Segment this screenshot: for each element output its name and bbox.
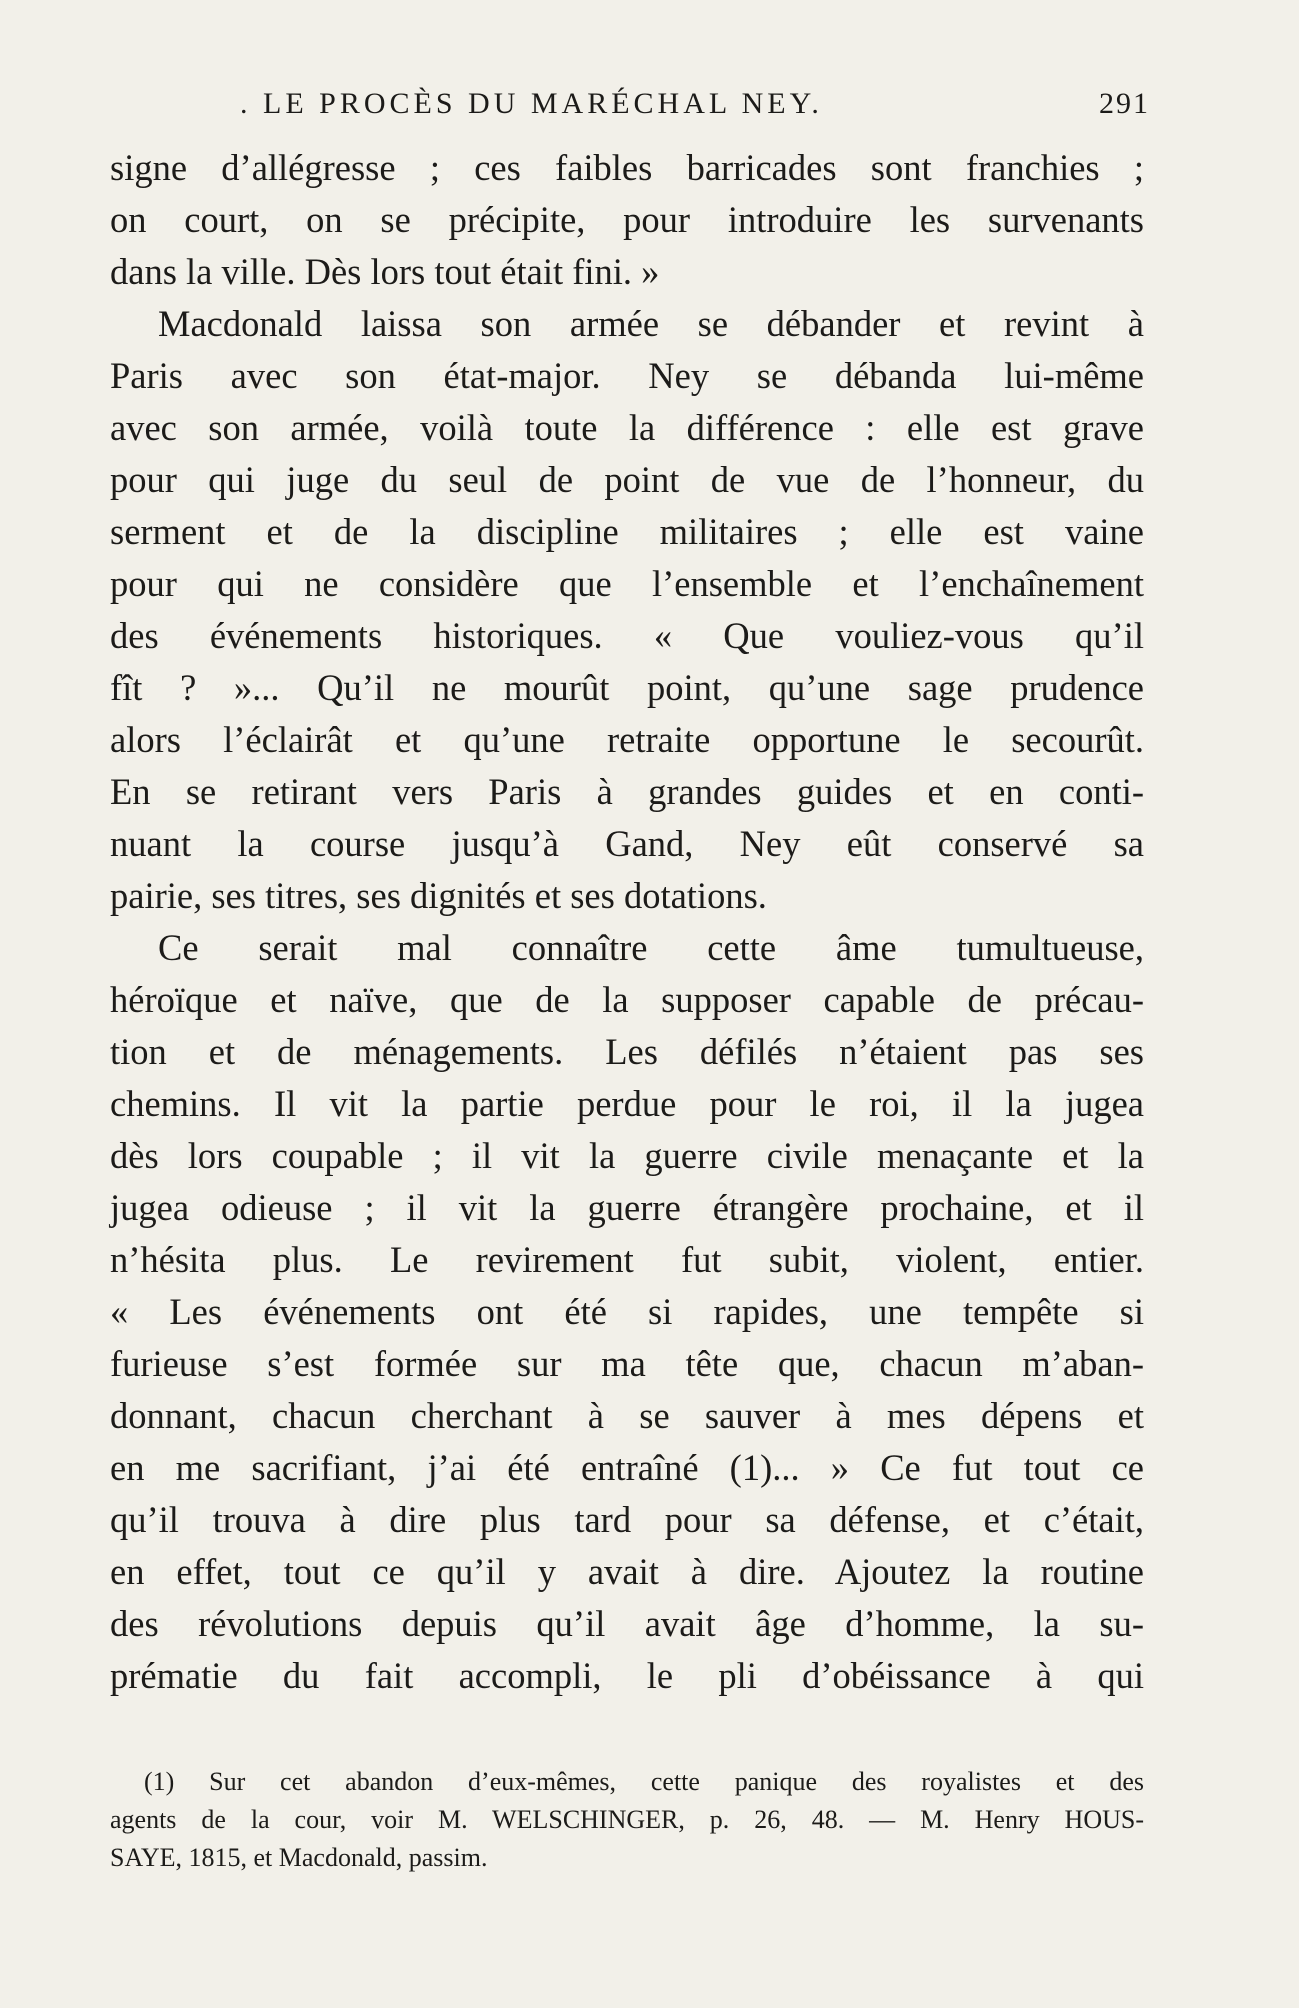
text-line: qu’il trouva à dire plus tard pour sa défense, et c’était, — [110, 1499, 1144, 1540]
text-line: héroïque et naïve, que de la supposer capable de précau- — [110, 979, 1144, 1020]
text-line: en effet, tout ce qu’il y avait à dire. Ajoutez la routine — [110, 1551, 1144, 1592]
text-line: des événements historiques. « Que vouliez-vous qu’il — [110, 615, 1144, 656]
text-line: nuant la course jusqu’à Gand, Ney eût conservé sa — [110, 823, 1144, 864]
footnote-line: agents de la cour, voir M. WELSCHINGER, p. 26, 48. — M. Henry HOUS- — [110, 1805, 1144, 1834]
text-line: des révolutions depuis qu’il avait âge d’homme, la su- — [110, 1603, 1144, 1644]
running-header — [110, 84, 1150, 124]
footnote — [110, 1763, 1144, 1877]
text-line: chemins. Il vit la partie perdue pour le roi, il la jugea — [110, 1083, 1144, 1124]
text-line: fît ? »... Qu’il ne mourût point, qu’une sage prudence — [110, 667, 1144, 708]
text-line: dans la ville. Dès lors tout était fini. » — [110, 251, 660, 292]
text-line: serment et de la discipline militaires ; elle est vaine — [110, 511, 1144, 552]
text-line: En se retirant vers Paris à grandes guides et en conti- — [110, 771, 1144, 812]
text-line: pour qui ne considère que l’ensemble et l’enchaînement — [110, 563, 1144, 604]
text-line: on court, on se précipite, pour introduire les survenants — [110, 199, 1144, 240]
text-line: Paris avec son état-major. Ney se débanda lui-même — [110, 355, 1144, 396]
text-line: alors l’éclairât et qu’une retraite opportune le secourût. — [110, 719, 1144, 760]
text-line: donnant, chacun cherchant à se sauver à mes dépens et — [110, 1395, 1144, 1436]
text-line: avec son armée, voilà toute la différence : elle est grave — [110, 407, 1144, 448]
text-line: « Les événements ont été si rapides, une tempête si — [110, 1291, 1144, 1332]
text-line: pour qui juge du seul de point de vue de l’honneur, du — [110, 459, 1144, 500]
text-line: dès lors coupable ; il vit la guerre civile menaçante et la — [110, 1135, 1144, 1176]
text-line: prématie du fait accompli, le pli d’obéissance à qui — [110, 1655, 1144, 1696]
text-line: pairie, ses titres, ses dignités et ses dotations. — [110, 875, 767, 916]
footnote-line: (1) Sur cet abandon d’eux-mêmes, cette panique des royalistes et des — [144, 1767, 1144, 1796]
text-line: n’hésita plus. Le revirement fut subit, violent, entier. — [110, 1239, 1144, 1280]
body-text — [110, 142, 1144, 1702]
text-line: furieuse s’est formée sur ma tête que, chacun m’aban- — [110, 1343, 1144, 1384]
text-line: Macdonald laissa son armée se débander et revint à — [158, 303, 1144, 344]
text-line: tion et de ménagements. Les défilés n’étaient pas ses — [110, 1031, 1144, 1072]
footnote-line: SAYE, 1815, et Macdonald, passim. — [110, 1843, 488, 1872]
text-line: signe d’allégresse ; ces faibles barricades sont franchies ; — [110, 147, 1144, 188]
running-title: . LE PROCÈS DU MARÉCHAL NEY. — [240, 87, 823, 120]
page-number: 291 — [1099, 87, 1150, 120]
text-line: Ce serait mal connaître cette âme tumultueuse, — [158, 927, 1144, 968]
text-line: en me sacrifiant, j’ai été entraîné (1)... » Ce fut tout ce — [110, 1447, 1144, 1488]
text-line: jugea odieuse ; il vit la guerre étrangère prochaine, et il — [110, 1187, 1144, 1228]
